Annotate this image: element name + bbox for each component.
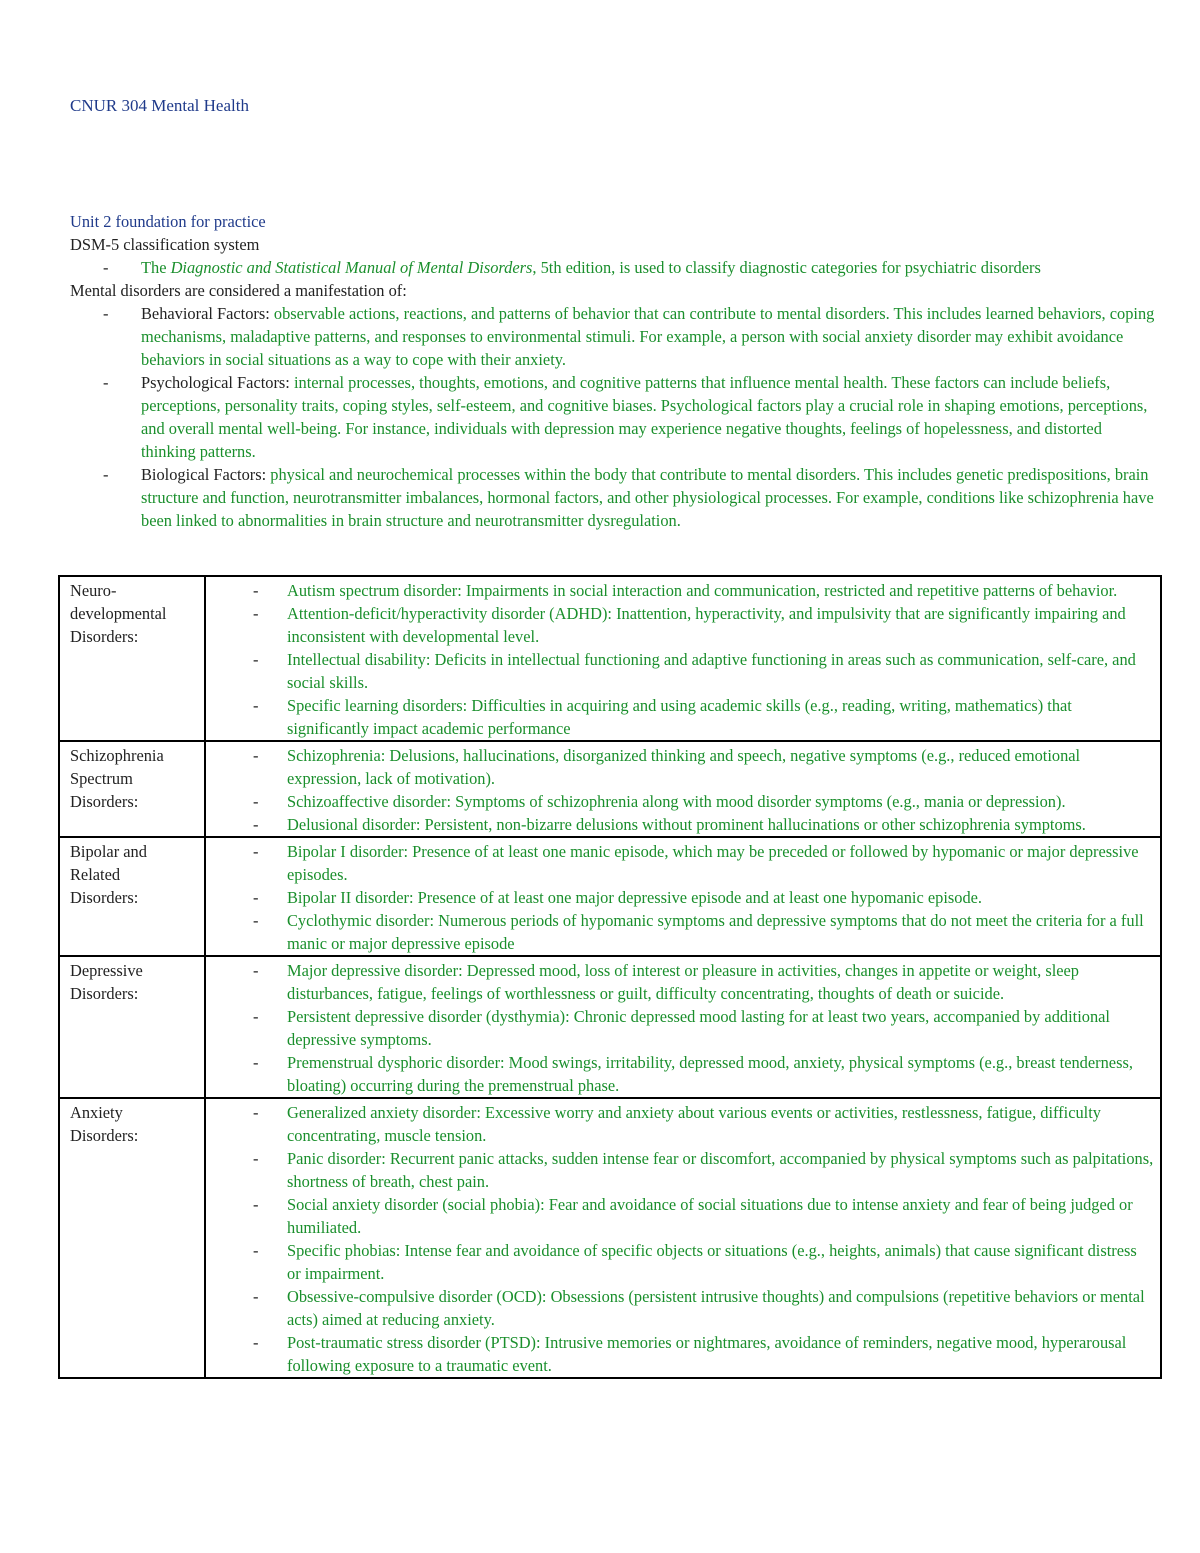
category-line: Disorders:: [70, 792, 139, 811]
disorder-text: Post-traumatic stress disorder (PTSD): Intrusive memories or nightmares, avoidance of reminders, negative mood, hyperarousal following exposure to a traumatic event.: [287, 1333, 1127, 1375]
dsm-bullet-list: [70, 256, 1160, 279]
list-item: [206, 790, 1160, 813]
list-item: [206, 1331, 1160, 1377]
category-line: developmental: [70, 604, 167, 623]
bullet-dash: -: [253, 1053, 259, 1072]
disorder-list: [206, 744, 1160, 836]
manifestation-heading: Mental disorders are considered a manifestation of:: [70, 281, 407, 300]
bullet-dash: -: [253, 961, 259, 980]
disorder-text: Generalized anxiety disorder: Excessive worry and anxiety about various events or activities, restlessness, fatigue, difficulty concentrating, muscle tension.: [287, 1103, 1101, 1145]
list-item: [206, 1239, 1160, 1285]
list-item: [206, 1005, 1160, 1051]
bullet-dash: -: [253, 1287, 259, 1306]
disorder-text: Cyclothymic disorder: Numerous periods of hypomanic symptoms and depressive symptoms that do not meet the criteria for a full manic or major depressive episode: [287, 911, 1144, 953]
disorder-text: Delusional disorder: Persistent, non-bizarre delusions without prominent hallucinations or other schizophrenia symptoms.: [287, 815, 1086, 834]
disorder-text: Major depressive disorder: Depressed mood, loss of interest or pleasure in activities, changes in appetite or weight, sleep disturbances, fatigue, feelings of worthlessness or guilt, difficulty concentrating, thoughts of death or suicide.: [287, 961, 1079, 1003]
factor-text: observable actions, reactions, and patterns of behavior that can contribute to mental disorders. This includes learned behaviors, coping mechanisms, maladaptive patterns, and responses to environmental stimuli. For example, a person with social anxiety disorder may exhibit avoidance behaviors in social situations as a way to cope with their anxiety.: [141, 304, 1155, 369]
items-cell: [205, 837, 1161, 956]
disorder-text: Panic disorder: Recurrent panic attacks, sudden intense fear or discomfort, accompanied by physical symptoms such as palpitations, shortness of breath, chest pain.: [287, 1149, 1154, 1191]
disorder-text: Specific learning disorders: Difficulties in acquiring and using academic skills (e.g., reading, writing, mathematics) that significantly impact academic performance: [287, 696, 1072, 738]
bullet-dash: -: [253, 650, 259, 669]
items-cell: [205, 576, 1161, 741]
bullet-dash: -: [253, 1149, 259, 1168]
list-item: [206, 694, 1160, 740]
factor-label: Biological Factors:: [141, 465, 267, 484]
dsm-bullet-post: , 5th edition, is used to classify diagnostic categories for psychiatric disorders: [532, 258, 1041, 277]
bullet-dash: -: [253, 1195, 259, 1214]
list-item: [206, 579, 1160, 602]
factors-list: [70, 302, 1160, 532]
disorder-list: [206, 840, 1160, 955]
document-title: CNUR 304 Mental Health: [70, 96, 249, 115]
list-item: [206, 840, 1160, 886]
items-cell: [205, 1098, 1161, 1378]
dsm-manual-title: Diagnostic and Statistical Manual of Mental Disorders: [170, 258, 533, 277]
disorder-list: [206, 959, 1160, 1097]
factor-biological: [70, 463, 1160, 532]
bullet-dash: -: [253, 1007, 259, 1026]
disorder-text: Persistent depressive disorder (dysthymia): Chronic depressed mood lasting for at least two years, accompanied by additional depressive symptoms.: [287, 1007, 1110, 1049]
category-line: Depressive: [70, 961, 143, 980]
dsm-bullet-pre: The: [141, 258, 171, 277]
bullet-dash: -: [103, 304, 109, 323]
list-item: [206, 813, 1160, 836]
table-row: [59, 837, 1161, 956]
dsm-heading: DSM-5 classification system: [70, 235, 260, 254]
disorder-list: [206, 1101, 1160, 1377]
category-line: Spectrum: [70, 769, 133, 788]
items-cell: [205, 741, 1161, 837]
category-line: Anxiety: [70, 1103, 123, 1122]
category-line: Bipolar and: [70, 842, 147, 861]
bullet-dash: -: [253, 746, 259, 765]
bullet-dash: -: [253, 1241, 259, 1260]
items-cell: [205, 956, 1161, 1098]
category-line: Disorders:: [70, 1126, 139, 1145]
bullet-dash: -: [103, 465, 109, 484]
list-item: [206, 648, 1160, 694]
category-cell: [59, 1098, 205, 1378]
category-cell: [59, 576, 205, 741]
factor-text: internal processes, thoughts, emotions, and cognitive patterns that influence mental health. These factors can include beliefs, perceptions, personality traits, coping styles, self-esteem, and cognitive biases. Psychological factors play a crucial role in shaping emotions, perceptions, and overall mental well-being. For instance, individuals with depression may experience negative thoughts, feelings of hopelessness, and distorted thinking patterns.: [141, 373, 1148, 461]
disorder-list: [206, 579, 1160, 740]
bullet-dash: -: [253, 792, 259, 811]
list-item: [206, 959, 1160, 1005]
category-line: Disorders:: [70, 888, 139, 907]
category-line: Neuro-: [70, 581, 117, 600]
factor-text: physical and neurochemical processes within the body that contribute to mental disorders. This includes genetic predispositions, brain structure and function, neurotransmitter imbalances, hormonal factors, and other physiological processes. For example, conditions like schizophrenia have been linked to abnormalities in brain structure and neurotransmitter dysregulation.: [141, 465, 1154, 530]
disorders-table: [58, 575, 1162, 1379]
disorder-text: Premenstrual dysphoric disorder: Mood swings, irritability, depressed mood, anxiety, physical symptoms (e.g., breast tenderness, bloating) occurring during the premenstrual phase.: [287, 1053, 1133, 1095]
list-item: [206, 886, 1160, 909]
disorder-text: Autism spectrum disorder: Impairments in social interaction and communication, restricted and repetitive patterns of behavior.: [287, 581, 1118, 600]
list-item: [206, 1101, 1160, 1147]
disorder-text: Intellectual disability: Deficits in intellectual functioning and adaptive functioning in areas such as communication, self-care, and social skills.: [287, 650, 1136, 692]
category-cell: [59, 837, 205, 956]
table-row: [59, 1098, 1161, 1378]
disorder-text: Specific phobias: Intense fear and avoidance of specific objects or situations (e.g., heights, animals) that cause significant distress or impairment.: [287, 1241, 1137, 1283]
bullet-dash: -: [253, 842, 259, 861]
list-item: [206, 1051, 1160, 1097]
bullet-dash: -: [253, 888, 259, 907]
bullet-dash: -: [253, 581, 259, 600]
bullet-dash: -: [103, 258, 109, 277]
unit-heading: Unit 2 foundation for practice: [70, 212, 266, 231]
dsm-bullet: [70, 256, 1160, 279]
disorder-text: Obsessive-compulsive disorder (OCD): Obsessions (persistent intrusive thoughts) and compulsions (repetitive behaviors or mental acts) aimed at reducing anxiety.: [287, 1287, 1145, 1329]
category-cell: [59, 741, 205, 837]
factor-behavioral: [70, 302, 1160, 371]
category-line: Related: [70, 865, 121, 884]
list-item: [206, 1193, 1160, 1239]
list-item: [206, 1285, 1160, 1331]
list-item: [206, 602, 1160, 648]
bullet-dash: -: [253, 696, 259, 715]
bullet-dash: -: [253, 911, 259, 930]
category-cell: [59, 956, 205, 1098]
category-line: Disorders:: [70, 984, 139, 1003]
bullet-dash: -: [253, 1333, 259, 1352]
bullet-dash: -: [253, 1103, 259, 1122]
disorder-text: Attention-deficit/hyperactivity disorder (ADHD): Inattention, hyperactivity, and impulsivity that are significantly impairing and inconsistent with developmental level.: [287, 604, 1126, 646]
category-line: Disorders:: [70, 627, 139, 646]
disorder-text: Bipolar I disorder: Presence of at least one manic episode, which may be preceded or followed by hypomanic or major depressive episodes.: [287, 842, 1139, 884]
table-row: [59, 956, 1161, 1098]
list-item: [206, 744, 1160, 790]
factor-psychological: [70, 371, 1160, 463]
table-row: [59, 576, 1161, 741]
unit-section: [70, 210, 1160, 532]
disorder-text: Schizophrenia: Delusions, hallucinations, disorganized thinking and speech, negative symptoms (e.g., reduced emotional expression, lack of motivation).: [287, 746, 1081, 788]
bullet-dash: -: [253, 815, 259, 834]
category-line: Schizophrenia: [70, 746, 164, 765]
list-item: [206, 1147, 1160, 1193]
disorder-text: Bipolar II disorder: Presence of at least one major depressive episode and at least one hypomanic episode.: [287, 888, 983, 907]
disorder-text: Schizoaffective disorder: Symptoms of schizophrenia along with mood disorder symptoms (e.g., mania or depression).: [287, 792, 1066, 811]
list-item: [206, 909, 1160, 955]
factor-label: Psychological Factors:: [141, 373, 290, 392]
bullet-dash: -: [253, 604, 259, 623]
disorder-text: Social anxiety disorder (social phobia): Fear and avoidance of social situations due to intense anxiety and fear of being judged or humiliated.: [287, 1195, 1133, 1237]
bullet-dash: -: [103, 373, 109, 392]
factor-label: Behavioral Factors:: [141, 304, 270, 323]
table-row: [59, 741, 1161, 837]
